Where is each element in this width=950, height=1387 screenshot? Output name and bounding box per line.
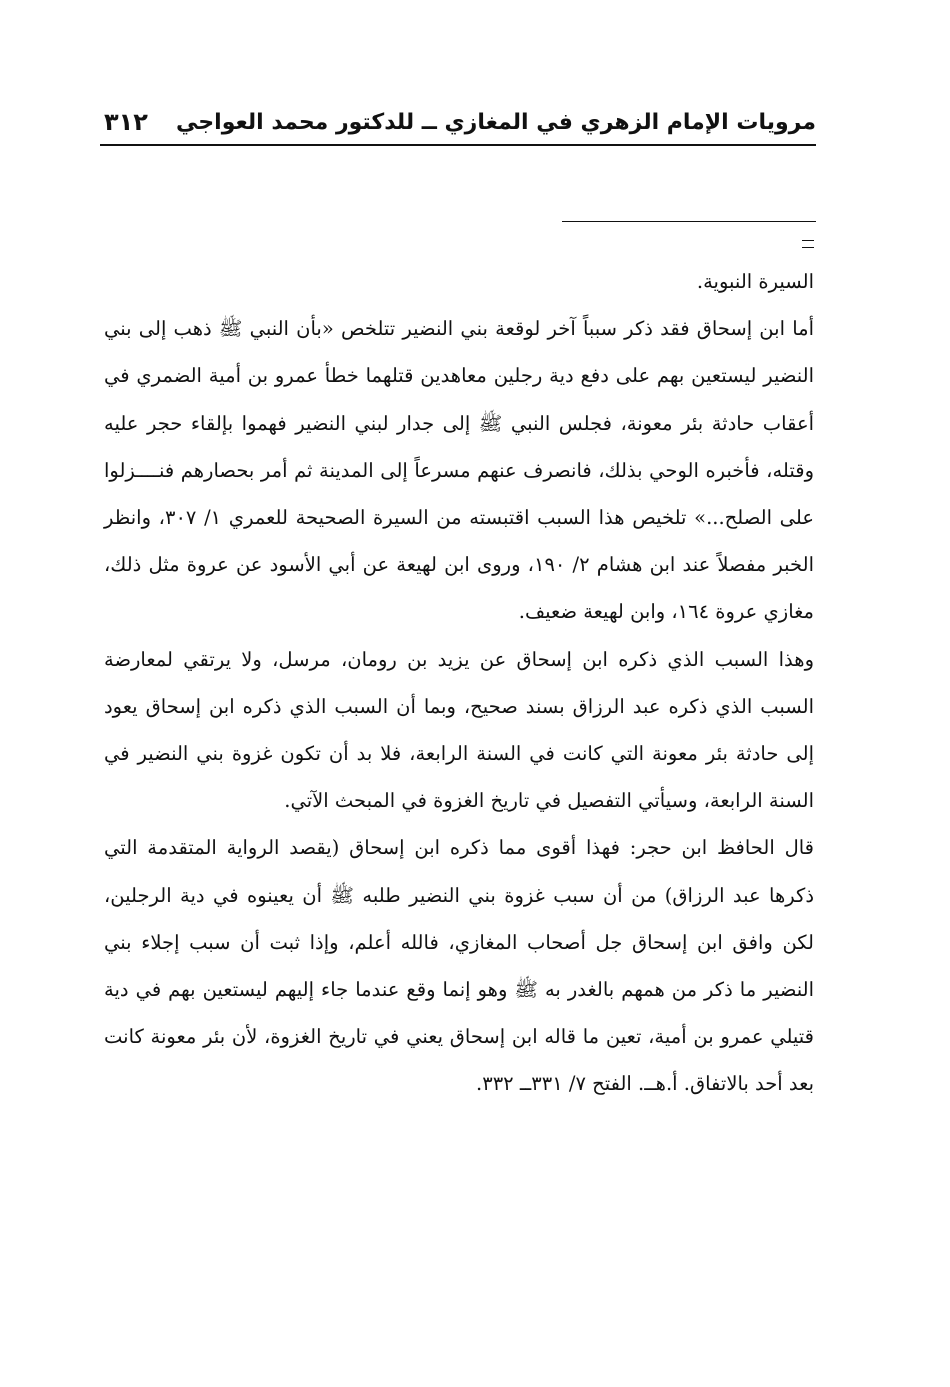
footnote-text: [104, 258, 814, 1108]
continuation-marker: [802, 240, 814, 248]
footnote-separator: [562, 221, 816, 222]
paragraph-4: قال الحافظ ابن حجر: فهذا أقوى مما ذكره ابن إسحاق (يقصد الرواية المتقدمة التي ذكرها عبد الرزاق) من أن سبب غزوة بني النضير طلبه ﷺ أن يعينوه في دية الرجلين، لكن وافق ابن إسحاق جل أصحاب المغازي، فالله أعلم، وإذا ثبت أن سبب إجلاء بني النضير ما ذكر من همهم بالغدر به ﷺ وهو إنما وقع عندما جاء إليهم ليستعين بهم في دية قتيلي عمرو بن أمية، تعين ما قاله ابن إسحاق يعني في تاريخ الغزوة، لأن بئر معونة كانت بعد أحد بالاتفاق. أ.هــ. الفتح ٧/ ٣٣١ــ ٣٣٢.: [104, 836, 815, 1096]
paragraph-2: أما ابن إسحاق فقد ذكر سبباً آخر لوقعة بني النضير تتلخص «بأن النبي ﷺ ذهب إلى بني النضير ليستعين بهم على دفع دية رجلين معاهدين قتلهما خطأ عمرو بن أمية الضمري في أعقاب حادثة بئر معونة، فجلس النبي ﷺ إلى جدار لبني النضير فهموا بإلقاء حجر عليه وقتله، فأخبره الوحي بذلك، فانصرف عنهم مسرعاً إلى المدينة ثم أمر بحصارهم فنــــزلوا على الصلح...» تلخيص هذا السبب اقتبسته من السيرة الصحيحة للعمري ١/ ٣٠٧، وانظر الخبر مفصلاً عند ابن هشام ٢/ ١٩٠، وروى ابن لهيعة عن أبي الأسود عن عروة مثل ذلك، مغازي عروة ١٦٤، وابن لهيعة ضعيف.: [104, 317, 814, 624]
running-title: مرويات الإمام الزهري في المغازي ــ للدكتور محمد العواجي: [176, 109, 816, 135]
page-number: ٣١٢: [104, 108, 148, 136]
paragraph-1: السيرة النبوية.: [696, 270, 814, 293]
page-header: [100, 100, 816, 146]
paragraph-3: وهذا السبب الذي ذكره ابن إسحاق عن يزيد بن رومان، مرسل، ولا يرتقي لمعارضة السبب الذي ذكره عبد الرزاق بسند صحيح، وبما أن السبب الذي ذكره ابن إسحاق يعود إلى حادثة بئر معونة التي كانت في السنة الرابعة، فلا بد أن تكون غزوة بني النضير في السنة الرابعة، وسيأتي التفصيل في تاريخ الغزوة في المبحث الآتي.: [104, 647, 814, 813]
